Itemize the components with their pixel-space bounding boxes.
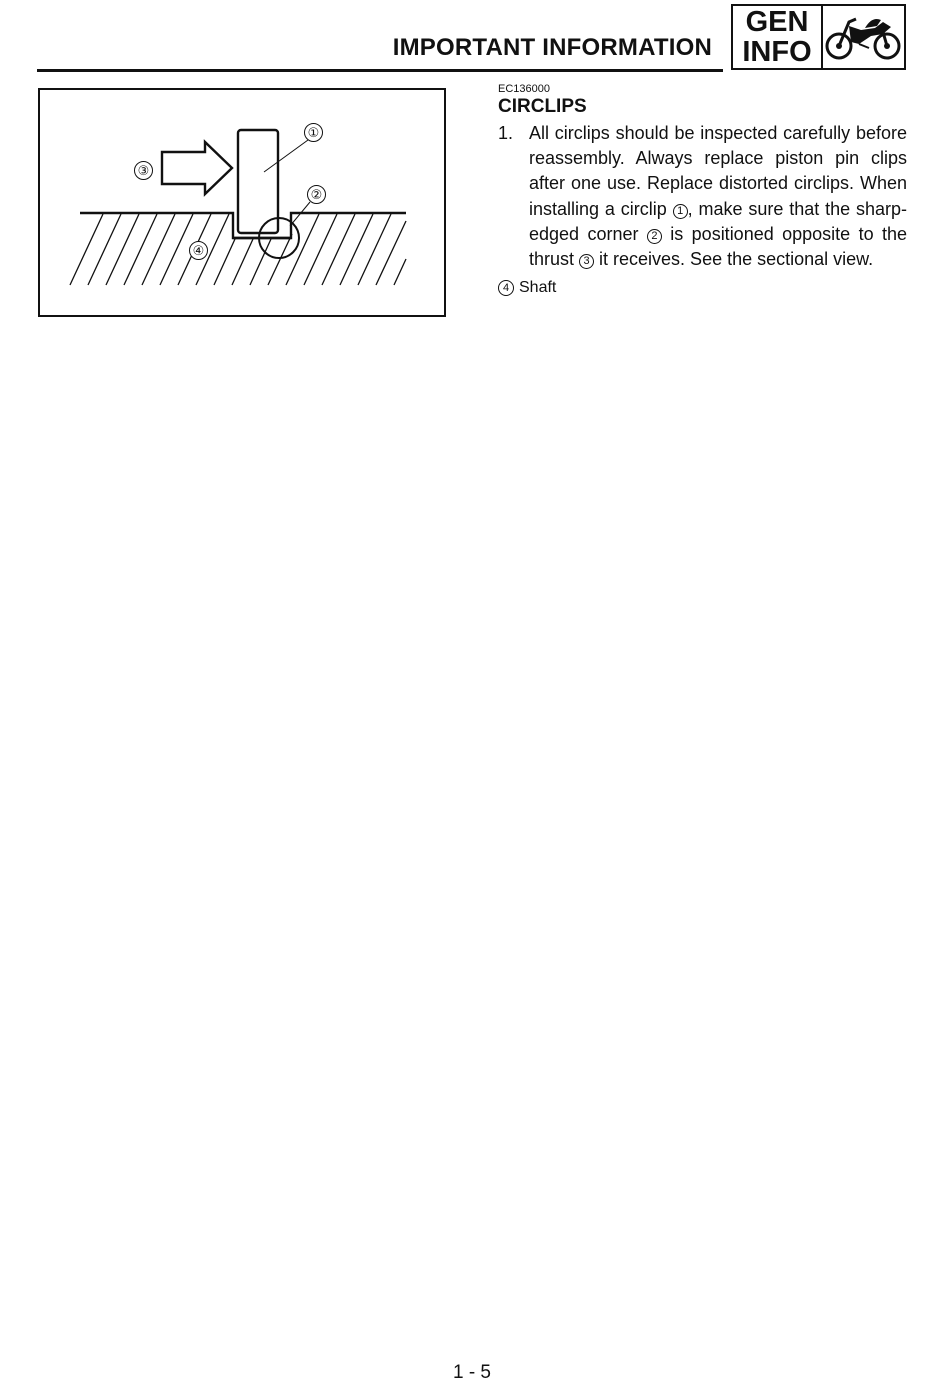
badge-text (733, 6, 823, 68)
badge-line-info: INFO (742, 36, 812, 68)
callout-1: ① (304, 123, 323, 142)
thrust-arrow (162, 142, 232, 194)
circled-ref-2: 2 (647, 229, 662, 244)
section-code: EC136000 (498, 83, 550, 95)
header-rule (37, 69, 723, 72)
page-number: 1 - 5 (452, 1362, 492, 1383)
step-text-part3: is positioned opposite to the thrust (529, 223, 908, 270)
circlip-diagram (38, 88, 446, 317)
legend-number: 4 (498, 280, 514, 296)
legend-label: Shaft (519, 279, 557, 297)
circled-ref-3: 3 (579, 254, 594, 269)
circlip-shape (238, 130, 278, 233)
section-badge (731, 4, 906, 70)
section-content (498, 83, 907, 298)
dirt-bike-icon (823, 6, 904, 68)
step-text-part1: All circlips should be inspected carefully before reassembly. Always replace piston pin clips after one use. Replace distorted circlips. When installing a circlip (529, 123, 907, 219)
callout-3: ③ (134, 161, 153, 180)
step-text-part2: , make sure that the sharp-edged corner (529, 198, 907, 244)
section-title: CIRCLIPS (498, 96, 587, 117)
step-number: 1. (498, 123, 514, 143)
step-text (529, 121, 907, 272)
legend-item (498, 278, 907, 298)
step-item (498, 121, 907, 272)
page-title: IMPORTANT INFORMATION (392, 34, 712, 61)
callout-4: ④ (189, 241, 208, 260)
step-text-part4: it receives. See the sectional view. (594, 249, 874, 270)
callout-2: ② (307, 185, 326, 204)
circled-ref-1: 1 (673, 204, 688, 219)
badge-line-gen: GEN (745, 6, 809, 38)
